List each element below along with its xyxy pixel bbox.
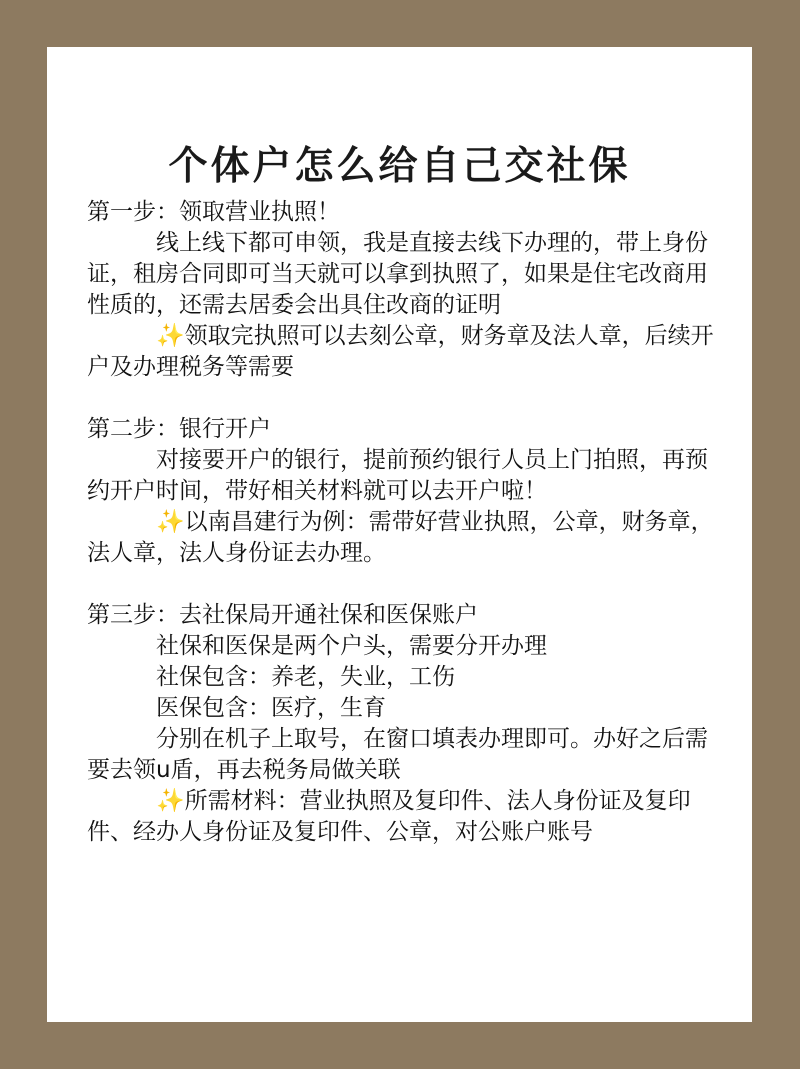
paragraph: 社保包含：养老，失业，工伤 [156,664,455,690]
tip [87,321,727,383]
section-heading: 第三步：去社保局开通社保和医保账户 [87,602,478,628]
sparkle-icon: ✨ [156,788,185,814]
tip-text: 所需材料：营业执照及复印件、法人身份证及复印件、经办人身份证及复印件、公章，对公账户账号 [87,788,691,845]
paragraph: 线上线下都可申领，我是直接去线下办理的，带上身份证，租房合同即可当天就可以拿到执照了，如果是住宅改商用性质的，还需去居委会出具住改商的证明 [87,230,708,318]
section-heading: 第二步：银行开户 [87,416,271,442]
tip-text: 领取完执照可以去刻公章，财务章及法人章，后续开户及办理税务等需要 [87,323,714,380]
note-card [47,47,752,1022]
sparkle-icon: ✨ [156,509,185,535]
section-heading: 第一步：领取营业执照！ [87,199,340,225]
paragraph: 分别在机子上取号，在窗口填表办理即可。办好之后需要去领u盾，再去税务局做关联 [87,726,708,783]
sparkle-icon: ✨ [156,323,185,349]
page-title: 个体户怎么给自己交社保 [168,144,631,189]
paragraph: 对接要开户的银行，提前预约银行人员上门拍照，再预约开户时间，带好相关材料就可以去开户啦！ [87,447,708,504]
paragraph: 医保包含：医疗，生育 [156,695,386,721]
tip-text: 以南昌建行为例：需带好营业执照，公章，财务章，法人章，法人身份证去办理。 [87,509,714,566]
tip [87,786,727,848]
section-step-3 [87,600,727,848]
tip [87,507,727,569]
content [87,197,727,879]
section-step-1 [87,197,727,383]
paragraph: 社保和医保是两个户头，需要分开办理 [156,633,547,659]
section-step-2 [87,414,727,569]
